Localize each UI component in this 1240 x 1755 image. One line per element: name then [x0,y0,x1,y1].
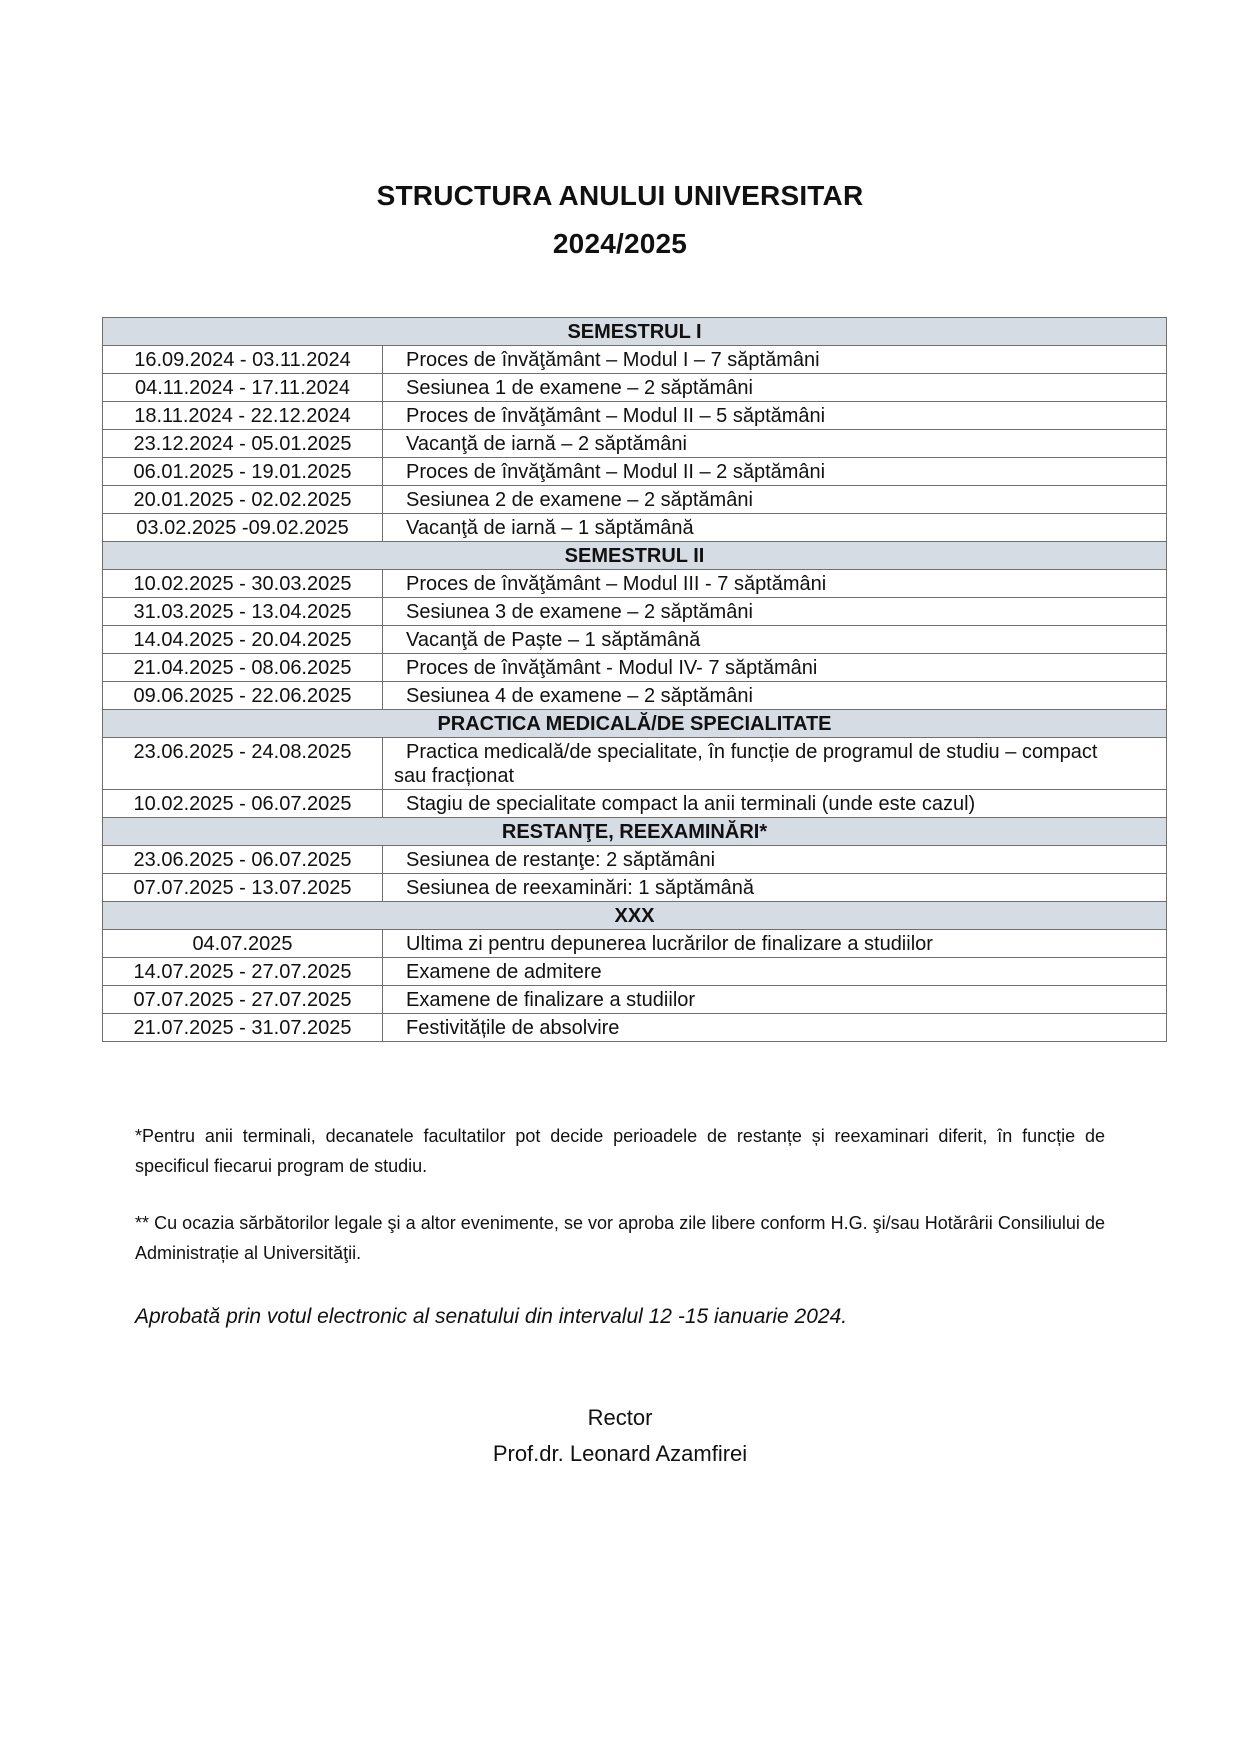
period-dates: 14.07.2025 - 27.07.2025 [103,958,383,986]
period-dates: 07.07.2025 - 27.07.2025 [103,986,383,1014]
period-description [383,846,1167,874]
section-header: SEMESTRUL II [103,542,1167,570]
period-dates: 14.04.2025 - 20.04.2025 [103,626,383,654]
description-line: Festivitățile de absolvire [406,1017,620,1039]
table-row [103,626,1167,654]
description-line: Ultima zi pentru depunerea lucrărilor de finalizare a studiilor [406,933,933,955]
table-row [103,930,1167,958]
description-line: Sesiunea 1 de examene – 2 săptămâni [406,377,753,399]
table-row [103,402,1167,430]
schedule-body [103,318,1167,1042]
footnote-holidays: ** Cu ocazia sărbătorilor legale şi a altor evenimente, se vor aproba zile libere conform H.G. şi/sau Hotărârii Consiliului de Administrație al Universităţii. [135,1213,1105,1263]
period-dates: 23.12.2024 - 05.01.2025 [103,430,383,458]
period-description [383,346,1167,374]
table-row [103,570,1167,598]
period-dates: 20.01.2025 - 02.02.2025 [103,486,383,514]
description-line: Proces de învăţământ – Modul I – 7 săptămâni [406,349,820,371]
period-description [383,930,1167,958]
description-line: Examene de admitere [406,961,602,983]
period-description [383,682,1167,710]
section-header: XXX [103,902,1167,930]
table-row [103,738,1167,790]
period-dates: 10.02.2025 - 30.03.2025 [103,570,383,598]
period-description [383,626,1167,654]
period-description [383,654,1167,682]
description-line: Sesiunea 4 de examene – 2 săptămâni [406,685,753,707]
period-dates: 04.07.2025 [103,930,383,958]
footnote-restante: *Pentru anii terminali, decanatele facultatilor pot decide perioadele de restanțe și reexaminari diferit, în funcție de specificul fiecarui program de studiu. [135,1126,1105,1176]
table-row [103,374,1167,402]
period-description [383,790,1167,818]
table-row [103,986,1167,1014]
period-description [383,514,1167,542]
description-line: Proces de învăţământ - Modul IV- 7 săptămâni [406,657,818,679]
period-description [383,738,1167,790]
table-row [103,486,1167,514]
signature-name: Prof.dr. Leonard Azamfirei [492,1441,748,1466]
period-dates: 16.09.2024 - 03.11.2024 [103,346,383,374]
period-description [383,598,1167,626]
period-dates: 06.01.2025 - 19.01.2025 [103,458,383,486]
table-row [103,430,1167,458]
description-line: Practica medicală/de specialitate, în funcție de programul de studiu – compact [406,741,1098,763]
period-description [383,570,1167,598]
period-description [383,874,1167,902]
description-line-continued: sau fracționat [394,765,515,787]
period-description [383,486,1167,514]
period-dates: 23.06.2025 - 06.07.2025 [103,846,383,874]
signature-role: Rector [587,1405,653,1430]
period-dates: 21.07.2025 - 31.07.2025 [103,1014,383,1042]
schedule-table [102,317,1167,1042]
table-row [103,874,1167,902]
period-description [383,1014,1167,1042]
table-row [103,1014,1167,1042]
table-row [103,458,1167,486]
section-header: PRACTICA MEDICALĂ/DE SPECIALITATE [103,710,1167,738]
description-line: Sesiunea 3 de examene – 2 săptămâni [406,601,753,623]
period-dates: 10.02.2025 - 06.07.2025 [103,790,383,818]
period-description [383,430,1167,458]
description-line: Proces de învăţământ – Modul III - 7 săptămâni [406,573,827,595]
table-row [103,846,1167,874]
period-description [383,958,1167,986]
description-line: Sesiunea de reexaminări: 1 săptămână [406,877,754,899]
section-header-row [103,902,1167,930]
description-line: Sesiunea de restanţe: 2 săptămâni [406,849,716,871]
table-row [103,514,1167,542]
description-line: Vacanţă de iarnă – 2 săptămâni [406,433,687,455]
table-row [103,598,1167,626]
period-description [383,402,1167,430]
table-row [103,654,1167,682]
section-header-row [103,542,1167,570]
approval-statement: Aprobată prin votul electronic al senatului din intervalul 12 -15 ianuarie 2024. [135,1305,848,1328]
table-row [103,682,1167,710]
period-description [383,986,1167,1014]
description-line: Proces de învăţământ – Modul II – 2 săptămâni [406,461,826,483]
table-row [103,346,1167,374]
section-header: SEMESTRUL I [103,318,1167,346]
table-row [103,790,1167,818]
description-line: Stagiu de specialitate compact la anii terminali (unde este cazul) [406,793,976,815]
period-description [383,458,1167,486]
period-dates: 23.06.2025 - 24.08.2025 [103,738,383,790]
period-dates: 04.11.2024 - 17.11.2024 [103,374,383,402]
period-dates: 09.06.2025 - 22.06.2025 [103,682,383,710]
description-line: Proces de învăţământ – Modul II – 5 săptămâni [406,405,826,427]
period-dates: 18.11.2024 - 22.12.2024 [103,402,383,430]
table-row [103,958,1167,986]
period-dates: 31.03.2025 - 13.04.2025 [103,598,383,626]
period-description [383,374,1167,402]
description-line: Examene de finalizare a studiilor [406,989,696,1011]
description-line: Vacanţă de Paște – 1 săptămână [406,629,701,651]
period-dates: 07.07.2025 - 13.07.2025 [103,874,383,902]
period-dates: 03.02.2025 -09.02.2025 [103,514,383,542]
description-line: Vacanţă de iarnă – 1 săptămână [406,517,694,539]
section-header-row [103,318,1167,346]
description-line: Sesiunea 2 de examene – 2 săptămâni [406,489,753,511]
section-header-row [103,818,1167,846]
document-title: STRUCTURA ANULUI UNIVERSITAR [376,180,864,211]
period-dates: 21.04.2025 - 08.06.2025 [103,654,383,682]
academic-year: 2024/2025 [552,228,688,259]
section-header: RESTANŢE, REEXAMINĂRI* [103,818,1167,846]
section-header-row [103,710,1167,738]
